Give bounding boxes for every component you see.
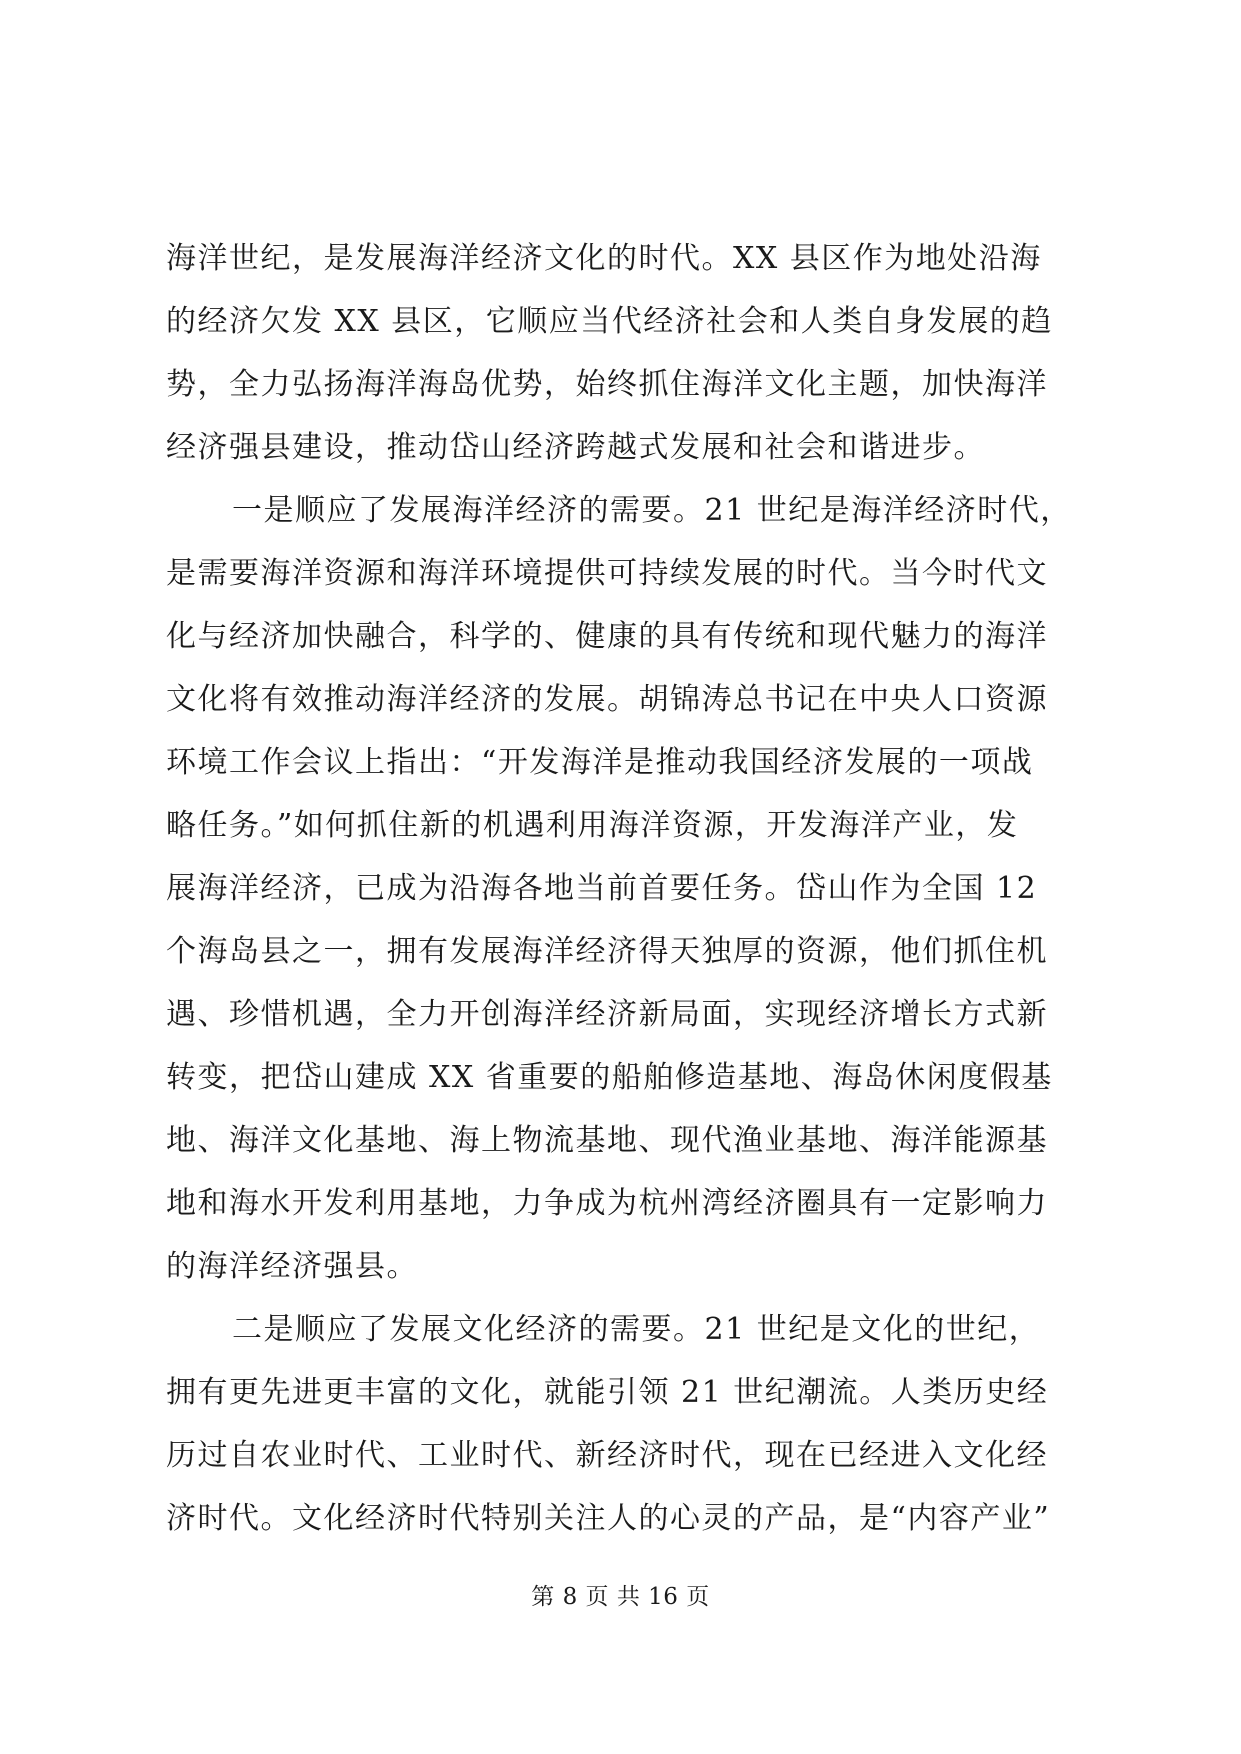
text-line-paragraph-start: 二是顺应了发展文化经济的需要。21 世纪是文化的世纪， <box>232 1312 1041 1347</box>
text-line: 环境工作会议上指出：“开发海洋是推动我国经济发展的一项战 <box>166 745 1034 780</box>
text-line: 转变，把岱山建成 XX 省重要的船舶修造基地、海岛休闲度假基 <box>166 1060 1053 1095</box>
text-line: 遇、珍惜机遇，全力开创海洋经济新局面，实现经济增长方式新 <box>166 997 1048 1032</box>
text-line: 地和海水开发利用基地，力争成为杭州湾经济圈具有一定影响力 <box>166 1186 1048 1221</box>
text-line: 济时代。文化经济时代特别关注人的心灵的产品，是“内容产业” <box>166 1501 1051 1536</box>
text-line: 经济强县建设，推动岱山经济跨越式发展和社会和谐进步。 <box>166 430 985 465</box>
text-line: 化与经济加快融合，科学的、健康的具有传统和现代魅力的海洋 <box>166 619 1048 654</box>
text-line: 个海岛县之一，拥有发展海洋经济得天独厚的资源，他们抓住机 <box>166 934 1048 969</box>
text-line: 略任务。”如何抓住新的机遇利用海洋资源，开发海洋产业，发 <box>166 808 1019 843</box>
text-line: 地、海洋文化基地、海上物流基地、现代渔业基地、海洋能源基 <box>166 1123 1048 1158</box>
text-line: 是需要海洋资源和海洋环境提供可持续发展的时代。当今时代文 <box>166 556 1048 591</box>
text-line: 展海洋经济，已成为沿海各地当前首要任务。岱山作为全国 12 <box>166 871 1038 906</box>
text-line: 历过自农业时代、工业时代、新经济时代，现在已经进入文化经 <box>166 1438 1048 1473</box>
text-line: 的经济欠发 XX 县区，它顺应当代经济社会和人类自身发展的趋 <box>166 304 1053 339</box>
text-line: 拥有更先进更丰富的文化，就能引领 21 世纪潮流。人类历史经 <box>166 1375 1049 1410</box>
text-line: 势，全力弘扬海洋海岛优势，始终抓住海洋文化主题，加快海洋 <box>166 367 1048 402</box>
document-body <box>166 227 1086 1550</box>
text-line: 文化将有效推动海洋经济的发展。胡锦涛总书记在中央人口资源 <box>166 682 1048 717</box>
text-line-paragraph-start: 一是顺应了发展海洋经济的需要。21 世纪是海洋经济时代， <box>232 493 1072 528</box>
page-number-footer: 第 8 页 共 16 页 <box>531 1584 710 1610</box>
text-line: 海洋世纪，是发展海洋经济文化的时代。XX 县区作为地处沿海 <box>166 241 1042 276</box>
text-line: 的海洋经济强县。 <box>166 1249 418 1284</box>
